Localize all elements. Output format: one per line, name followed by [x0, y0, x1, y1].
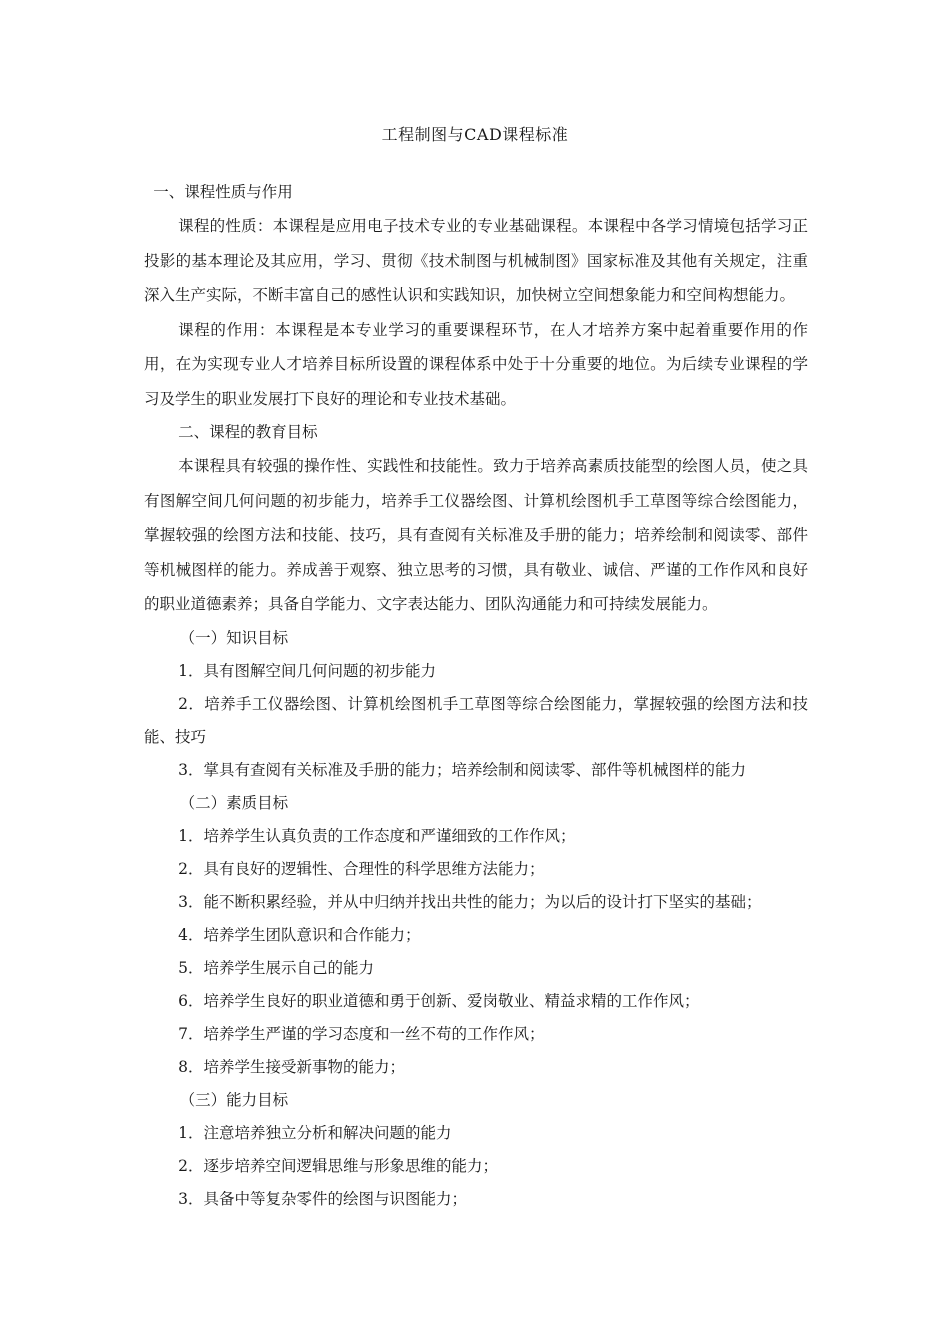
list-item: 6．培养学生良好的职业道德和勇于创新、爱岗敬业、精益求精的工作作风；	[178, 991, 700, 1010]
list-item: 5．培养学生展示自己的能力	[178, 958, 374, 977]
subsection-heading-knowledge: （一）知识目标	[179, 628, 289, 647]
list-item: 1．具有图解空间几何问题的初步能力	[178, 661, 436, 680]
list-item: 8．培养学生接受新事物的能力；	[178, 1057, 405, 1076]
list-item: 2．培养手工仪器绘图、计算机绘图机手工草图等综合绘图能力，掌握较强的绘图方法和技能、技巧	[144, 694, 808, 746]
list-item: 3．具备中等复杂零件的绘图与识图能力；	[178, 1189, 467, 1208]
subsection-heading-quality: （二）素质目标	[179, 793, 289, 812]
paragraph-course-nature: 课程的性质：本课程是应用电子技术专业的专业基础课程。本课程中各学习情境包括学习正投影的基本理论及其应用，学习、贯彻《技术制图与机械制图》国家标准及其他有关规定，注重深入生产实际，不断丰富自己的感性认识和实践知识，加快树立空间想象能力和空间构想能力。	[144, 217, 808, 304]
paragraph-education-goals: 本课程具有较强的操作性、实践性和技能性。致力于培养高素质技能型的绘图人员，使之具有图解空间几何问题的初步能力，培养手工仪器绘图、计算机绘图机手工草图等综合绘图能力，掌握较强的绘图方法和技能、技巧，具有查阅有关标准及手册的能力；培养绘制和阅读零、部件等机械图样的能力。养成善于观察、独立思考的习惯，具有敬业、诚信、严谨的工作作风和良好的职业道德素养；具备自学能力、文字表达能力、团队沟通能力和可持续发展能力。	[144, 457, 808, 613]
list-item: 1．注意培养独立分析和解决问题的能力	[178, 1123, 452, 1142]
list-item: 3．掌具有查阅有关标准及手册的能力；培养绘制和阅读零、部件等机械图样的能力	[178, 760, 746, 779]
document-body	[144, 176, 808, 1216]
list-item: 2．逐步培养空间逻辑思维与形象思维的能力；	[178, 1156, 498, 1175]
subsection-heading-ability: （三）能力目标	[179, 1090, 289, 1109]
list-item: 7．培养学生严谨的学习态度和一丝不苟的工作作风；	[178, 1024, 545, 1043]
section-heading-goals: 二、课程的教育目标	[178, 423, 318, 441]
section-heading-nature: 一、课程性质与作用	[153, 183, 293, 201]
document-title: 工程制图与CAD课程标准	[381, 125, 569, 144]
list-item: 1．培养学生认真负责的工作态度和严谨细致的工作作风；	[178, 826, 576, 845]
paragraph-course-role: 课程的作用：本课程是本专业学习的重要课程环节，在人才培养方案中起着重要作用的作用，在为实现专业人才培养目标所设置的课程体系中处于十分重要的地位。为后续专业课程的学习及学生的职业发展打下良好的理论和专业技术基础。	[144, 320, 808, 408]
list-item: 4．培养学生团队意识和合作能力；	[178, 925, 421, 944]
list-item: 2．具有良好的逻辑性、合理性的科学思维方法能力；	[178, 859, 545, 878]
list-item: 3．能不断积累经验，并从中归纳并找出共性的能力；为以后的设计打下坚实的基础；	[178, 892, 762, 911]
